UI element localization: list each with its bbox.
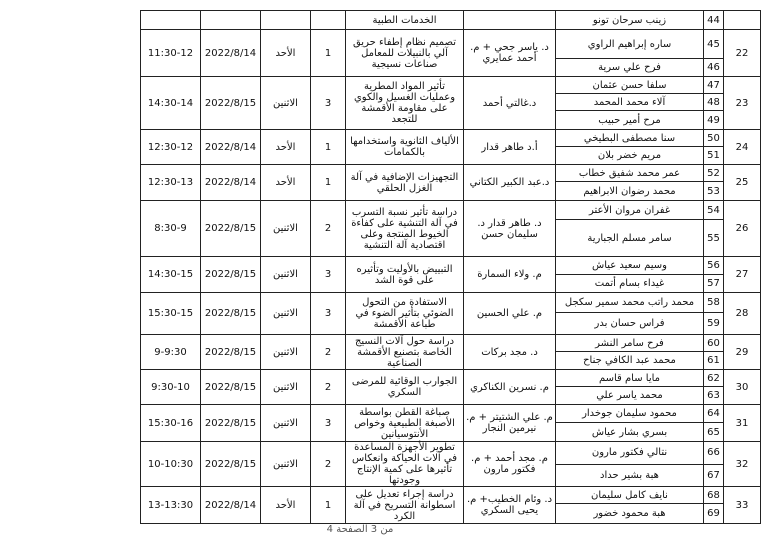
student-name-cell: زينب سرحان تونو [556, 11, 704, 30]
table-row [141, 335, 761, 352]
student-number-cell: 49 [704, 111, 724, 130]
day-cell: الاثنين [261, 201, 311, 257]
day-cell: الاثنين [261, 370, 311, 405]
student-number-cell: 55 [704, 220, 724, 257]
student-name-cell: فرح سامر النشر [556, 335, 704, 352]
table-row [141, 487, 761, 504]
table-row [141, 130, 761, 147]
student-name-cell: سلفا حسن عثمان [556, 77, 704, 94]
time-cell: 8:30-9 [141, 201, 201, 257]
project-topic-cell: الألياف الثانوية واستخدامها بالكمامات [346, 130, 464, 165]
student-name-cell: غيداء بسام أتمت [556, 275, 704, 293]
student-name-cell: محمد راتب محمد سمير سكجل [556, 293, 704, 313]
date-cell: 2022/8/15 [201, 77, 261, 130]
group-number-cell: 24 [724, 130, 761, 165]
student-number-cell: 58 [704, 293, 724, 313]
student-name-cell: سامر مسلم الجبارية [556, 220, 704, 257]
student-name-cell: محمود سليمان جوخدار [556, 405, 704, 423]
project-topic-cell: التبييض بالأوليت وتأثيره على قوة الشد [346, 257, 464, 293]
time-cell: 15:30-16 [141, 405, 201, 442]
time-cell: 12:30-12 [141, 130, 201, 165]
date-cell [201, 11, 261, 30]
student-number-cell: 64 [704, 405, 724, 423]
table-row [141, 77, 761, 94]
project-topic-cell: تصميم نظام إطفاء حريق آلي بالنبيلات للمعامل صناعات نسيجية [346, 30, 464, 77]
student-name-cell: فراس حسان بدر [556, 313, 704, 335]
student-name-cell: بسري بشار عياش [556, 423, 704, 442]
date-cell: 2022/8/15 [201, 293, 261, 335]
supervisor-cell: م. مجد أحمد + م. فكتور مارون [464, 442, 556, 487]
student-name-cell: نتالي فكتور مارون [556, 442, 704, 465]
time-cell: 11:30-12 [141, 30, 201, 77]
date-cell: 2022/8/14 [201, 165, 261, 201]
day-cell: الأحد [261, 130, 311, 165]
project-topic-cell: دراسة إجراء تعديل على اسطوانة التسريح في آلة الكرد [346, 487, 464, 524]
date-cell: 2022/8/14 [201, 130, 261, 165]
supervisor-cell: أ.د طاهر قدار [464, 130, 556, 165]
student-number-cell: 61 [704, 352, 724, 370]
group-number-cell: 33 [724, 487, 761, 524]
student-number-cell: 68 [704, 487, 724, 504]
student-name-cell: محمد ياسر علي [556, 387, 704, 405]
student-name-cell: ساره إبراهيم الراوي [556, 30, 704, 59]
supervisor-cell: د. وئام الخطيب+ م. يحيى السكري [464, 487, 556, 524]
student-number-cell: 66 [704, 442, 724, 465]
supervisor-cell: م. نسرين الكناكري [464, 370, 556, 405]
student-number-cell: 45 [704, 30, 724, 59]
date-cell: 2022/8/15 [201, 257, 261, 293]
session-cell: 3 [311, 77, 346, 130]
supervisor-cell: د.غالتي أحمد [464, 77, 556, 130]
time-cell: 14:30-15 [141, 257, 201, 293]
student-number-cell: 53 [704, 182, 724, 201]
project-topic-cell: التجهيزات الإضافية في آلة الغزل الحلقي [346, 165, 464, 201]
student-name-cell: هبة محمود خضور [556, 504, 704, 524]
project-topic-cell: تأثير المواد المطرية وعمليات الغسيل والكوي على مقاومة الأقمشة للتجعد [346, 77, 464, 130]
student-name-cell: مرح أمير حبيب [556, 111, 704, 130]
group-number-cell: 31 [724, 405, 761, 442]
student-name-cell: آلاء محمد المحمد [556, 94, 704, 111]
table-row [141, 30, 761, 59]
student-number-cell: 52 [704, 165, 724, 182]
student-name-cell: فرح علي سرية [556, 59, 704, 77]
group-number-cell: 32 [724, 442, 761, 487]
student-number-cell: 56 [704, 257, 724, 275]
session-cell: 2 [311, 442, 346, 487]
session-cell: 3 [311, 293, 346, 335]
supervisor-cell: د. مجد بركات [464, 335, 556, 370]
table-row [141, 201, 761, 220]
student-number-cell: 63 [704, 387, 724, 405]
time-cell: 13-13:30 [141, 487, 201, 524]
time-cell: 9-9:30 [141, 335, 201, 370]
day-cell: الاثنين [261, 442, 311, 487]
table-row [141, 370, 761, 387]
student-number-cell: 44 [704, 11, 724, 30]
project-topic-cell: تطوير الأجهزة المساعدة في آلات الحياكة وانعكاس تأثيرها على كمية الإنتاج وجودتها [346, 442, 464, 487]
table-row [141, 293, 761, 313]
student-name-cell: وسيم سعيد عياش [556, 257, 704, 275]
student-number-cell: 67 [704, 464, 724, 487]
day-cell: الأحد [261, 165, 311, 201]
date-cell: 2022/8/15 [201, 442, 261, 487]
session-cell [311, 11, 346, 30]
table-row [141, 257, 761, 275]
supervisor-cell: د.عبد الكبير الكتاني [464, 165, 556, 201]
student-name-cell: محمد رضوان الابراهيم [556, 182, 704, 201]
project-topic-cell: صباغة القطن بواسطة الأصبغة الطبيعية وخواص الأنتوسيانين [346, 405, 464, 442]
student-name-cell: محمد عبد الكافي جناح [556, 352, 704, 370]
date-cell: 2022/8/15 [201, 370, 261, 405]
session-cell: 3 [311, 405, 346, 442]
student-number-cell: 51 [704, 147, 724, 165]
date-cell: 2022/8/15 [201, 201, 261, 257]
time-cell: 14:30-14 [141, 77, 201, 130]
supervisor-cell: م. علي الشتيتر + م. نيرمين النجار [464, 405, 556, 442]
student-number-cell: 62 [704, 370, 724, 387]
session-cell: 2 [311, 335, 346, 370]
table-row [141, 405, 761, 423]
schedule-body [141, 11, 761, 524]
day-cell: الأحد [261, 30, 311, 77]
student-name-cell: مايا سام قاسم [556, 370, 704, 387]
student-number-cell: 47 [704, 77, 724, 94]
group-number-cell: 30 [724, 370, 761, 405]
time-cell [141, 11, 201, 30]
student-number-cell: 50 [704, 130, 724, 147]
supervisor-cell [464, 11, 556, 30]
day-cell: الاثنين [261, 335, 311, 370]
student-name-cell: سنا مصطفى البطيخي [556, 130, 704, 147]
group-number-cell: 27 [724, 257, 761, 293]
date-cell: 2022/8/14 [201, 30, 261, 77]
student-name-cell: مريم خضر بلان [556, 147, 704, 165]
student-name-cell: هبة بشير حداد [556, 464, 704, 487]
time-cell: 15:30-15 [141, 293, 201, 335]
day-cell: الاثنين [261, 77, 311, 130]
group-number-cell: 29 [724, 335, 761, 370]
day-cell: الاثنين [261, 293, 311, 335]
group-number-cell: 28 [724, 293, 761, 335]
date-cell: 2022/8/15 [201, 405, 261, 442]
student-name-cell: غفران مروان الأعتر [556, 201, 704, 220]
project-topic-cell: الاستفادة من التحول الضوئي بتأثير الضوء في طباعة الأقمشة [346, 293, 464, 335]
student-number-cell: 69 [704, 504, 724, 524]
group-number-cell: 23 [724, 77, 761, 130]
student-number-cell: 54 [704, 201, 724, 220]
day-cell: الأحد [261, 487, 311, 524]
session-cell: 1 [311, 30, 346, 77]
session-cell: 1 [311, 130, 346, 165]
supervisor-cell: د. ياسر جحي + م. أحمد عمايري [464, 30, 556, 77]
student-number-cell: 60 [704, 335, 724, 352]
time-cell: 12:30-13 [141, 165, 201, 201]
day-cell [261, 11, 311, 30]
group-number-cell [724, 11, 761, 30]
project-topic-cell: الجوارب الوقائية للمرضى السكري [346, 370, 464, 405]
student-number-cell: 46 [704, 59, 724, 77]
time-cell: 9:30-10 [141, 370, 201, 405]
student-name-cell: عمر محمد شفيق خطاب [556, 165, 704, 182]
student-number-cell: 65 [704, 423, 724, 442]
supervisor-cell: م. ولاء السمارة [464, 257, 556, 293]
supervisor-cell: د. طاهر قدار د. سليمان حسن [464, 201, 556, 257]
project-topic-cell: الخدمات الطبية [346, 11, 464, 30]
session-cell: 3 [311, 257, 346, 293]
student-number-cell: 57 [704, 275, 724, 293]
group-number-cell: 22 [724, 30, 761, 77]
session-cell: 2 [311, 370, 346, 405]
time-cell: 10-10:30 [141, 442, 201, 487]
group-number-cell: 25 [724, 165, 761, 201]
session-cell: 2 [311, 201, 346, 257]
student-number-cell: 59 [704, 313, 724, 335]
project-topic-cell: دراسة تأثير نسبة التسرب في آلة التنشية على كفاءة الخيوط المنتجة وعلى اقتصادية آلة التنشية [346, 201, 464, 257]
day-cell: الاثنين [261, 257, 311, 293]
student-name-cell: نايف كامل سليمان [556, 487, 704, 504]
schedule-table [140, 10, 761, 524]
table-row [141, 165, 761, 182]
student-number-cell: 48 [704, 94, 724, 111]
day-cell: الاثنين [261, 405, 311, 442]
session-cell: 1 [311, 487, 346, 524]
page-footer: 4 من 3 الصفحة [326, 524, 394, 535]
date-cell: 2022/8/15 [201, 335, 261, 370]
supervisor-cell: م. علي الحسين [464, 293, 556, 335]
table-row [141, 442, 761, 465]
table-row [141, 11, 761, 30]
group-number-cell: 26 [724, 201, 761, 257]
session-cell: 1 [311, 165, 346, 201]
date-cell: 2022/8/14 [201, 487, 261, 524]
project-topic-cell: دراسة حول آلات النسيج الخاصة بتصنيع الأقمشة الصناعية [346, 335, 464, 370]
